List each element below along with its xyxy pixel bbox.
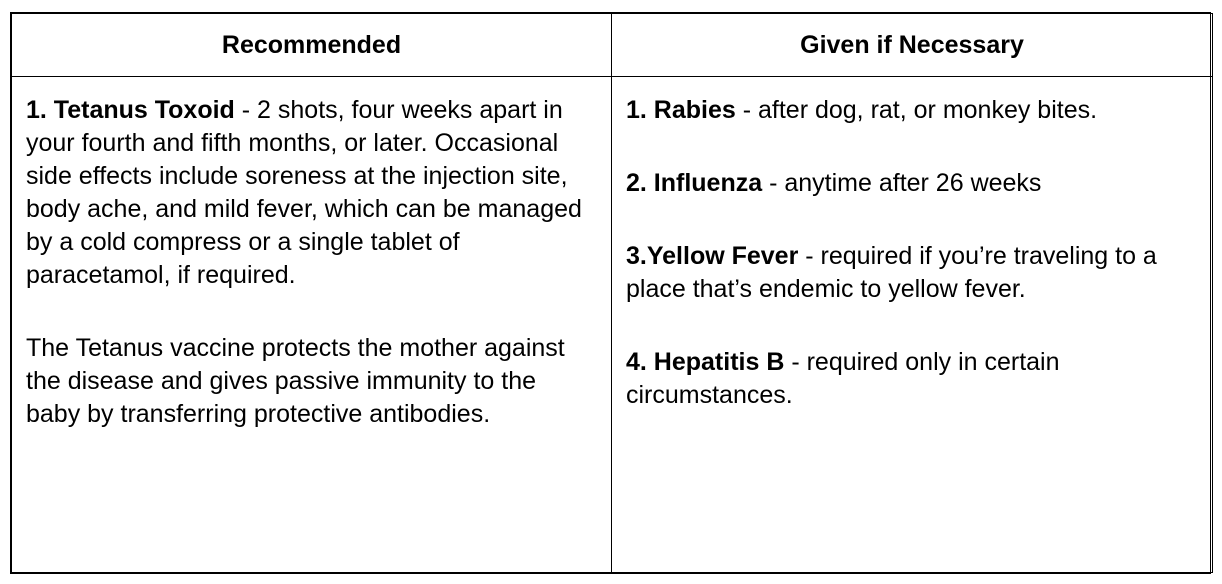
given-item-2-term: 2. Influenza bbox=[626, 169, 763, 197]
given-item-3 bbox=[626, 240, 1198, 306]
given-item-4 bbox=[626, 346, 1198, 412]
given-item-2 bbox=[626, 167, 1198, 200]
header-recommended: Recommended bbox=[12, 14, 612, 77]
given-item-3-term: 3.Yellow Fever bbox=[626, 242, 799, 270]
recommended-cell bbox=[12, 77, 612, 573]
given-if-necessary-cell bbox=[612, 77, 1213, 573]
recommended-paragraph-2: The Tetanus vaccine protects the mother against the disease and gives passive immunity to the baby by transferring protective antibodies. bbox=[26, 334, 565, 428]
recommended-item-1-text: - 2 shots, four weeks apart in your fourth and fifth months, or later. Occasional side effects include soreness at the injection site, body ache, and mild fever, which can be managed by a cold compress or a single tablet of paracetamol, if required. bbox=[26, 96, 582, 289]
recommended-item-1 bbox=[26, 94, 597, 292]
given-item-4-term: 4. Hepatitis B bbox=[626, 348, 785, 376]
content-row bbox=[12, 77, 1213, 573]
recommended-item-1-term: 1. Tetanus Toxoid bbox=[26, 96, 235, 124]
header-row bbox=[12, 14, 1213, 77]
header-given-if-necessary: Given if Necessary bbox=[612, 14, 1213, 77]
given-item-2-text: - anytime after 26 weeks bbox=[762, 169, 1042, 197]
given-item-1-term: 1. Rabies bbox=[626, 96, 736, 124]
vaccine-table bbox=[10, 12, 1211, 574]
given-item-3-text: - required if you’re traveling to a place that’s endemic to yellow fever. bbox=[626, 242, 1157, 303]
given-item-1-text: - after dog, rat, or monkey bites. bbox=[735, 96, 1098, 124]
given-item-4-text: - required only in certain circumstances. bbox=[626, 348, 1060, 409]
given-item-1 bbox=[626, 94, 1198, 127]
vaccine-table-grid bbox=[11, 13, 1213, 573]
